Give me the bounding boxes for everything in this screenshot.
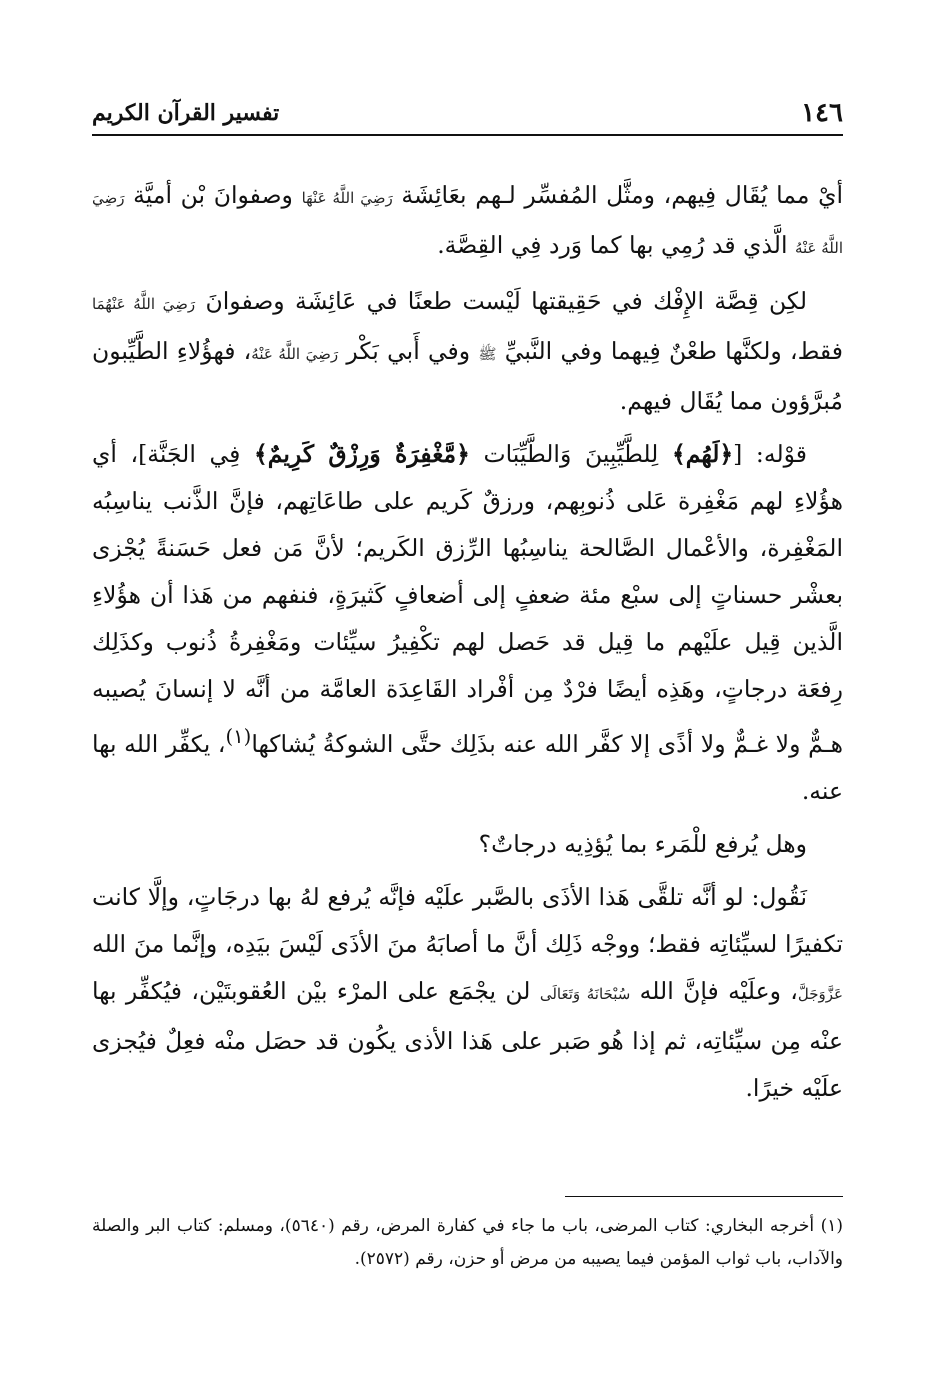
text-run: قوْله: [ [733, 440, 807, 468]
page-header [92, 96, 843, 134]
text-run: وصفوانَ بْن أميَّة [124, 181, 302, 209]
honorific-ligature: رَضِيَ اللَّهُ عَنْهُمَا [92, 295, 196, 313]
text-run: الَّذي قد رُمِي بها كما وَرد فِي القِصَّة. [437, 231, 795, 259]
footnote-marker[interactable]: (١) [225, 725, 252, 748]
paragraph-4: وهل يُرفع للْمَرء بما يُؤذِيه درجاتٌ؟ [478, 829, 807, 858]
honorific-ligature: رَضِيَ اللَّهُ عَنْهُ [92, 189, 843, 257]
paragraph-3 [92, 431, 843, 815]
paragraph-2 [92, 278, 843, 425]
quran-quote: ﴿مَّغْفِرَةٌ وَرِزْقٌ كَرِيمٌ﴾ [253, 440, 470, 468]
honorific-ligature: سُبْحَانَهُ وَتَعَالَى [539, 984, 631, 1003]
text-run: ، فهؤُلاءِ الطَّيِّبون مُبرَّؤون مما يُقَال فيهم. [92, 337, 843, 415]
quran-quote: ﴿لَهُم﴾ [671, 440, 734, 468]
salawat-ligature: ﷺ [478, 345, 497, 363]
page-number: ١٤٦ [801, 98, 843, 128]
footnote-1: (١) أخرجه البخاري: كتاب المرضى، باب ما جاء في كفارة المرض، رقم (٥٦٤٠)، ومسلم: كتاب البر والصلة والآداب، باب ثواب المؤمن فيما يصيبه من مرض أو حزن، رقم (٢٥٧٢). [92, 1216, 843, 1269]
honorific-ligature: رَضِيَ اللَّهُ عَنْهَا [301, 189, 393, 207]
running-title: تفسير القرآن الكريم [92, 100, 280, 126]
text-run: وفي أَبي بَكْر [338, 337, 479, 365]
text-run: ، وعلَيْه فإنَّ الله [630, 976, 798, 1005]
text-run: ، يكفِّر الله بها عنه. [92, 729, 843, 805]
text-run: نَقُول: لو أنَّه تلقَّى هَذا الأذَى بالصَّبر علَيْه فإنَّه يُرفع لهُ بها درجَاتٍ، وإلَّا كانت تكفيرًا لسيِّئاتِه فقط؛ ووجْه ذَلِك أنَّ ما أصابَهُ منَ الأذَى لَيْسَ بيَدِه، وإنَّما منَ الله [92, 882, 843, 958]
text-run: فِي الجَنَّة]، أي هؤُلاءِ لهم مَغْفِرة عَلى ذُنوبِهم، ورزقٌ كَريم على طاعَاتِهم، فإنَّ الذَّنب يناسِبُه المَغْفِرة، والأعْمال الصَّالحة يناسِبُها الرِّزق الكَريم؛ لأنَّ مَن فعل حَسَنةً يُجْزى بعشْر حسناتٍ إلى سبْع مئة ضعفٍ إلى أضعافٍ كَثيرَةٍ، فنفهم من هَذا أن هؤُلاءِ الَّذين قِيل علَيْهم ما قِيل قد حَصل لهم تكْفِيرُ سيِّئات ومَغْفِرةُ ذُنوب وكذَلِك رِفعَة درجاتٍ، وهَذِه أيضًا فرْدٌ مِن أفْراد القَاعِدَة العامَّة من أنَّه لا إنسانَ يُصيبه هـمٌّ ولا غـمٌّ ولا أذًى إلا كفَّر الله عنه بذَلِك حتَّى الشوكةُ يُشاكها [92, 440, 843, 758]
footnote-rule [565, 1196, 843, 1197]
honorific-ligature: عَزَّوَجَلَّ [797, 984, 843, 1003]
text-run: لِلطَّيِّبِينَ وَالطَّيِّبَات [469, 440, 672, 468]
main-text [92, 172, 843, 1118]
text-run: أيْ مما يُقَال فِيهم، ومثَّل المُفسِّر لـهم بعَائِشَة [392, 181, 844, 209]
header-rule [92, 134, 843, 136]
text-run: فقط، ولكنَّها طعْنٌ فِيهما وفي النَّبيِّ [496, 337, 843, 365]
honorific-ligature: رَضِيَ اللَّهُ عَنْهُ [251, 345, 339, 363]
footnotes [92, 1210, 843, 1276]
text-run: لكِن قِصَّة الإِفْك في حَقِيقتها لَيْست طعنًا في عَائِشَة وصفوانَ [195, 287, 808, 315]
text-run: لن يجْمَع على المرْء بيْن العُقوبتَيْن، فيُكفِّر بها عنْه مِن سيِّئاتِه، ثم إذا هُو صَبر على هَذا الأذى يكُون قد حصَل منْه فعِلٌ فيُجزى علَيْه خيرًا. [92, 976, 843, 1102]
paragraph-1 [92, 172, 843, 272]
paragraph-5 [92, 874, 843, 1112]
